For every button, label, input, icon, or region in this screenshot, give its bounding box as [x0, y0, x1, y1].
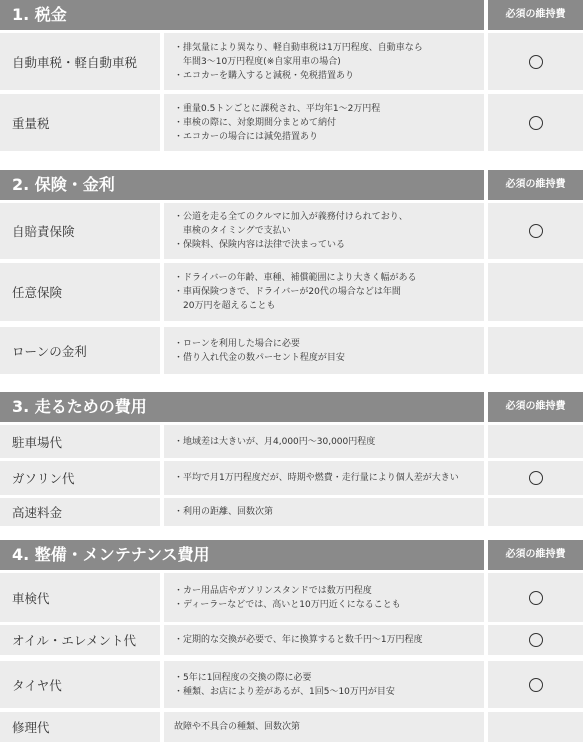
cost-item-name: 自賠責保険: [0, 203, 160, 259]
table-row: [0, 33, 583, 90]
cost-item-description: [164, 573, 484, 622]
section-header: [0, 392, 583, 422]
cost-item-description: [164, 498, 484, 526]
required-cost-header: 必須の維持費: [488, 170, 583, 200]
section-title: 1. 税金: [0, 0, 484, 30]
description-line: ・定期的な交換が必要で、年に換算すると数千円〜1万円程度: [174, 635, 423, 645]
cost-item-name: 修理代: [0, 712, 160, 742]
section-title: 2. 保険・金利: [0, 170, 484, 200]
required-mark-cell: [488, 263, 583, 321]
cost-item-description: [164, 661, 484, 708]
description-line: ・カー用品店やガソリンスタンドでは数万円程度: [174, 585, 372, 596]
cost-item-description: [164, 327, 484, 374]
description-line: ・ディーラーなどでは、高いと10万円近くになることも: [174, 599, 401, 610]
description-line: ・車両保険つきで、ドライバーが20代の場合などは年間: [174, 287, 401, 297]
section-header: [0, 170, 583, 200]
cost-item-description: [164, 712, 484, 742]
circle-icon: [529, 591, 543, 605]
description-line: ・ローンを利用した場合に必要: [174, 338, 300, 349]
description-line: ・エコカーの場合には減免措置あり: [174, 131, 319, 142]
required-mark-cell: [488, 327, 583, 374]
required-mark-cell: [488, 203, 583, 259]
circle-icon: [529, 633, 543, 647]
description-line: ・車検の際に、対象期間分まとめて納付: [174, 117, 337, 128]
section-title: 3. 走るための費用: [0, 392, 484, 422]
description-line: ・保険料、保険内容は法律で決まっている: [174, 240, 346, 250]
table-row: [0, 573, 583, 622]
description-line: ・種類、お店により差があるが、1回5〜10万円が目安: [174, 686, 395, 697]
cost-item-name: オイル・エレメント代: [0, 625, 160, 655]
description-line: ・5年に1回程度の交換の際に必要: [174, 672, 312, 683]
cost-item-description: [164, 33, 484, 90]
description-line: 20万円を超えることも: [174, 301, 276, 311]
table-row: [0, 661, 583, 708]
table-row: [0, 263, 583, 321]
description-line: 故障や不具合の種類、回数次第: [174, 722, 301, 732]
description-line: ・重量0.5トンごとに課税され、平均年1〜2万円程: [174, 103, 381, 114]
circle-icon: [529, 471, 543, 485]
section-header: [0, 0, 583, 30]
section-title: 4. 整備・メンテナンス費用: [0, 540, 484, 570]
table-row: [0, 461, 583, 495]
table-row: [0, 425, 583, 458]
description-line: 年間3〜10万円程度(※自家用車の場合): [174, 56, 341, 67]
cost-item-name: 高速料金: [0, 498, 160, 526]
description-line: ・平均で月1万円程度だが、時期や燃費・走行量により個人差が大きい: [174, 473, 459, 483]
cost-item-name: 任意保険: [0, 263, 160, 321]
description-line: ・借り入れ代金の数パーセント程度が目安: [174, 352, 345, 363]
table-row: [0, 498, 583, 526]
required-mark-cell: [488, 661, 583, 708]
description-line: ・公道を走る全てのクルマに加入が義務付けられており、: [174, 212, 408, 222]
cost-item-description: [164, 425, 484, 458]
required-mark-cell: [488, 425, 583, 458]
cost-item-description: [164, 461, 484, 495]
cost-item-description: [164, 94, 484, 151]
circle-icon: [529, 224, 543, 238]
circle-icon: [529, 55, 543, 69]
required-cost-header: 必須の維持費: [488, 392, 583, 422]
required-cost-header: 必須の維持費: [488, 0, 583, 30]
required-mark-cell: [488, 33, 583, 90]
description-line: ・エコカーを購入すると減税・免税措置あり: [174, 70, 355, 81]
cost-item-description: [164, 625, 484, 655]
table-row: [0, 327, 583, 374]
required-mark-cell: [488, 625, 583, 655]
description-line: ・ドライバーの年齢、車種、補償範囲により大きく幅がある: [174, 273, 417, 283]
cost-item-name: ローンの金利: [0, 327, 160, 374]
cost-item-name: 車検代: [0, 573, 160, 622]
cost-item-description: [164, 263, 484, 321]
description-line: ・排気量により異なり、軽自動車税は1万円程度、自動車なら: [174, 42, 423, 53]
description-line: 車検のタイミングで支払い: [174, 226, 291, 236]
required-mark-cell: [488, 573, 583, 622]
section-header: [0, 540, 583, 570]
required-mark-cell: [488, 461, 583, 495]
cost-item-name: 自動車税・軽自動車税: [0, 33, 160, 90]
required-mark-cell: [488, 712, 583, 742]
table-row: [0, 203, 583, 259]
cost-item-name: ガソリン代: [0, 461, 160, 495]
required-mark-cell: [488, 498, 583, 526]
required-mark-cell: [488, 94, 583, 151]
table-row: [0, 625, 583, 655]
cost-item-name: 駐車場代: [0, 425, 160, 458]
description-line: ・地域差は大きいが、月4,000円〜30,000円程度: [174, 436, 376, 447]
cost-item-description: [164, 203, 484, 259]
table-row: [0, 712, 583, 742]
circle-icon: [529, 678, 543, 692]
description-line: ・利用の距離、回数次第: [174, 507, 274, 517]
cost-item-name: 重量税: [0, 94, 160, 151]
circle-icon: [529, 116, 543, 130]
cost-item-name: タイヤ代: [0, 661, 160, 708]
required-cost-header: 必須の維持費: [488, 540, 583, 570]
table-row: [0, 94, 583, 151]
